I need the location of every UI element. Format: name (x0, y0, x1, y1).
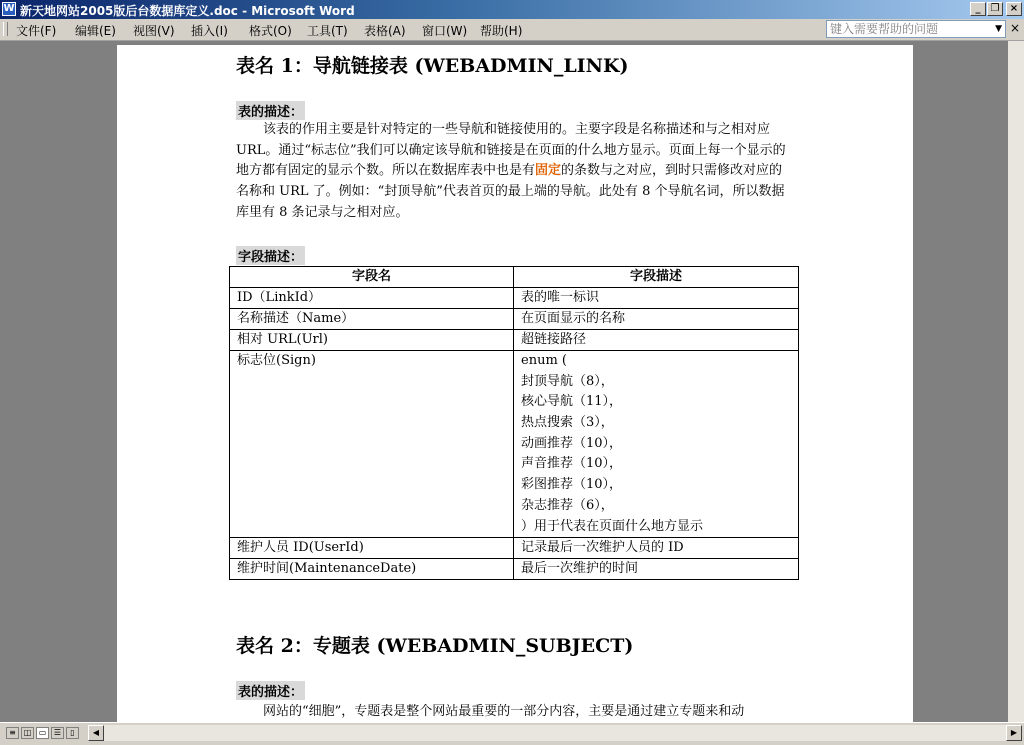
menu-format[interactable]: 格式(O) (249, 24, 292, 38)
section1-paragraph (236, 120, 790, 224)
window-title: 新天地网站2005版后台数据库定义.doc - Microsoft Word (20, 4, 355, 18)
field-desc-cell: 在页面显示的名称 (514, 309, 799, 330)
outline-view-icon[interactable]: ☰ (51, 727, 64, 739)
fields-label: 字段描述： (236, 246, 305, 265)
restore-button[interactable]: ❐ (987, 2, 1003, 16)
enum-line: 核心导航（11）， (521, 394, 623, 410)
reading-view-icon[interactable]: ▯ (66, 727, 79, 739)
enum-line: 杂志推荐（6）， (521, 497, 614, 513)
field-desc-cell: 超链接路径 (514, 330, 799, 351)
close-button[interactable]: × (1006, 2, 1022, 16)
word-app-icon[interactable]: W (3, 3, 15, 14)
table-row (230, 288, 799, 309)
table-header-row (230, 267, 799, 288)
menu-help[interactable]: 帮助(H) (480, 24, 523, 38)
web-view-icon[interactable]: ◫ (21, 727, 34, 739)
vertical-scrollbar[interactable] (1008, 41, 1024, 722)
enum-line: enum ( (521, 353, 567, 368)
horizontal-scrollbar[interactable] (88, 725, 1022, 741)
field-desc-cell-enum (514, 351, 799, 538)
field-desc-cell: 记录最后一次维护人员的 ID (514, 538, 799, 559)
menu-file[interactable]: 文件(F) (16, 24, 57, 38)
menu-insert[interactable]: 插入(I) (191, 24, 228, 38)
header-field-name: 字段名 (230, 267, 514, 288)
section2-heading: 表名 2：专题表 (WEBADMIN_SUBJECT) (236, 635, 634, 657)
menu-table[interactable]: 表格(A) (364, 24, 406, 38)
table-row (230, 559, 799, 580)
field-name-cell: ID（LinkId） (230, 288, 514, 309)
menu-edit[interactable]: 编辑(E) (75, 24, 116, 38)
scroll-left-icon[interactable]: ◀ (88, 725, 104, 741)
view-scroll-bar (0, 722, 1024, 745)
help-box-placeholder: 键入需要帮助的问题 (830, 22, 939, 36)
print-view-icon[interactable]: ▭ (36, 727, 49, 739)
para-highlight: 固定 (535, 163, 562, 179)
field-desc-cell: 最后一次维护的时间 (514, 559, 799, 580)
field-name-cell: 维护时间(MaintenanceDate) (230, 559, 514, 580)
close-document-icon[interactable]: × (1010, 21, 1021, 35)
toolbar-grip[interactable] (3, 22, 8, 36)
table-row (230, 538, 799, 559)
table-row (230, 330, 799, 351)
table-row (230, 309, 799, 330)
field-name-cell: 名称描述（Name） (230, 309, 514, 330)
section2-paragraph: 网站的“细胞”，专题表是整个网站最重要的一部分内容，主要是通过建立专题来和动 (263, 704, 745, 719)
field-name-cell: 相对 URL(Url) (230, 330, 514, 351)
enum-line: 热点搜索（3）， (521, 415, 614, 431)
field-desc-cell: 表的唯一标识 (514, 288, 799, 309)
field-name-cell: 维护人员 ID(UserId) (230, 538, 514, 559)
dropdown-arrow-icon[interactable]: ▼ (995, 24, 1002, 34)
para-text-2: 的条数与之对应，到时只需修改对应的名称和 URL 了。例如：“封顶导航”代表首页的最上端的导航。此处有 8 个导航名词，所以数据库里有 8 条记录与之相对应。 (236, 163, 785, 220)
menu-window[interactable]: 窗口(W) (422, 24, 468, 38)
section1-heading: 表名 1：导航链接表 (WEBADMIN_LINK) (236, 55, 629, 77)
header-field-desc: 字段描述 (514, 267, 799, 288)
minimize-button[interactable]: _ (970, 2, 986, 16)
fields-table (229, 266, 799, 580)
enum-line: 声音推荐（10）， (521, 456, 623, 472)
title-bar (0, 0, 1024, 19)
menu-view[interactable]: 视图(V) (133, 24, 175, 38)
table-row-sign (230, 351, 799, 538)
scroll-right-icon[interactable]: ▶ (1006, 725, 1022, 741)
document-page[interactable] (117, 45, 913, 722)
enum-line: ）用于代表在页面什么地方显示 (521, 518, 704, 534)
enum-line: 封顶导航（8）， (521, 373, 614, 389)
normal-view-icon[interactable]: ≡ (6, 727, 19, 739)
menu-tools[interactable]: 工具(T) (307, 24, 348, 38)
section1-desc-label: 表的描述： (236, 101, 305, 120)
help-question-box[interactable] (826, 20, 1006, 38)
enum-line: 动画推荐（10）， (521, 435, 623, 451)
para-text-1: 该表的作用主要是针对特定的一些导航和链接使用的。主要字段是名称描述和与之相对应 URL。通过“标志位”我们可以确定该导航和链接是在页面的什么地方显示。页面上每一个显示的地方都有固定的显示个数。所以在数据库表中也是有 (236, 122, 786, 179)
field-name-cell: 标志位(Sign) (230, 351, 514, 538)
section2-desc-label: 表的描述： (236, 681, 305, 700)
enum-line: 彩图推荐（10）， (521, 477, 623, 493)
